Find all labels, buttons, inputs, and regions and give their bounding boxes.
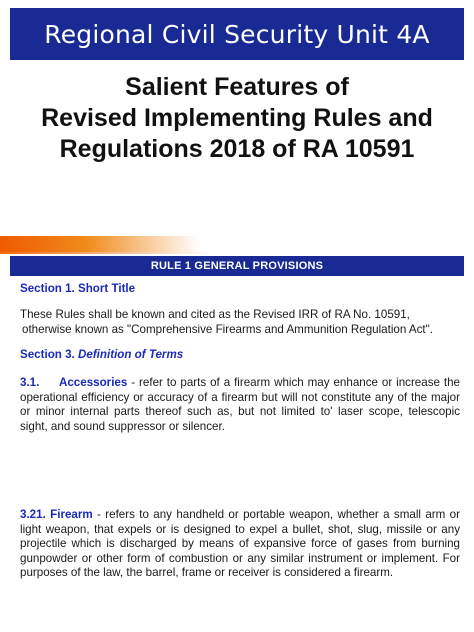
definition-firearm-term: Firearm: [50, 508, 93, 521]
section-1-body-line-2: otherwise known as "Comprehensive Firearms and Ammunition Regulation Act".: [22, 322, 433, 336]
rule-heading-bar: [10, 256, 464, 276]
section-1-body: [20, 308, 433, 337]
banner-title: Regional Civil Security Unit 4A: [44, 19, 430, 49]
decorative-orange-stripe: [0, 236, 474, 252]
header-banner: [10, 8, 464, 60]
title-line-3: Regulations 2018 of RA 10591: [59, 135, 415, 163]
title-line-2: Revised Implementing Rules and: [41, 104, 433, 132]
page-title: [0, 72, 474, 165]
section-1-heading: Section 1. Short Title: [20, 282, 136, 295]
section-3-heading: [20, 348, 183, 363]
definition-accessories-number: 3.1.: [20, 376, 40, 389]
decorative-orange-underline: [0, 252, 474, 254]
section-3-heading-italic: Definition of Terms: [78, 348, 184, 361]
definition-firearm-text: - refers to any handheld or portable weapon, whether a small arm or light weapon, that expels or is designed to expel a bullet, shot, slug, missile or any projectile which is discharged by means of expansive force of gases from burning gunpowder or other form of combustion or any similar instrument or implement. For purposes of the law, the barrel, frame or receiver is considered a firearm.: [20, 508, 460, 579]
title-line-1: Salient Features of: [125, 73, 349, 101]
definition-accessories-text: - refer to parts of a firearm which may enhance or increase the operational efficiency or accuracy of a firearm but will not constitute any of the major or minor internal parts thereof such as, but not limited to' laser scope, telescopic sight, and sound suppressor or silencer.: [20, 376, 460, 433]
definition-accessories-term: Accessories: [58, 376, 128, 389]
definition-accessories: [20, 376, 460, 434]
section-1-body-line-1: These Rules shall be known and cited as the Revised IRR of RA No. 10591,: [20, 308, 410, 321]
definition-firearm: [20, 508, 460, 581]
definition-firearm-number: 3.21.: [20, 508, 46, 521]
section-3-heading-prefix: Section 3.: [20, 348, 75, 361]
rule-heading: RULE 1 GENERAL PROVISIONS: [150, 260, 324, 272]
